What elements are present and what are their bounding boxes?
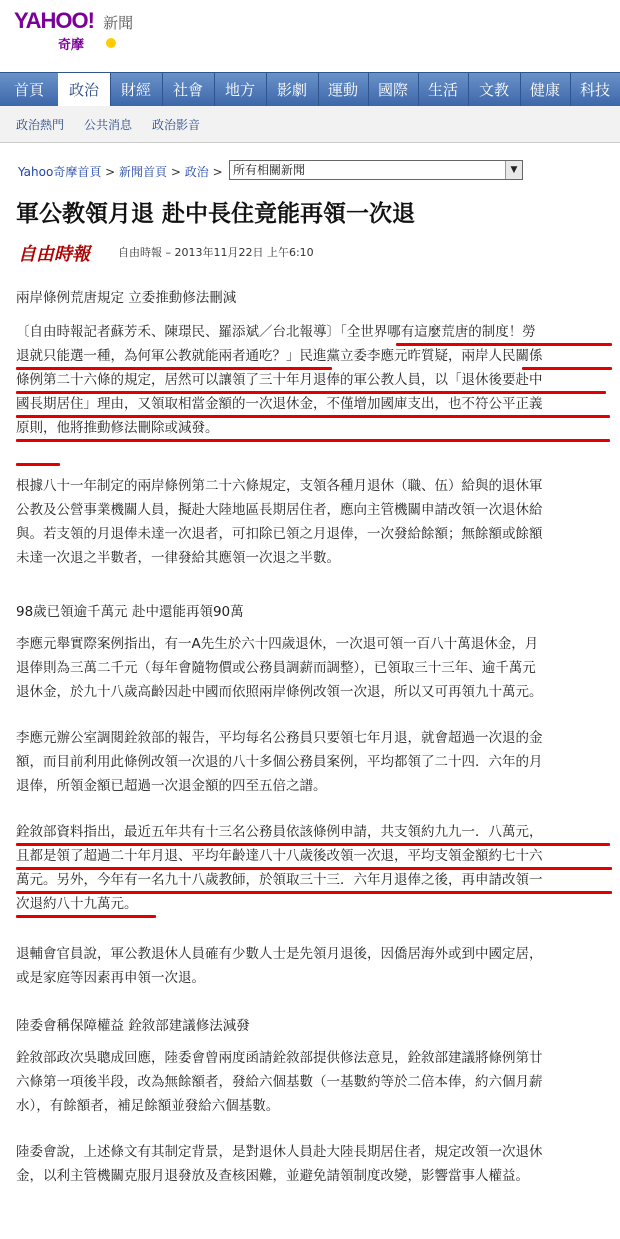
article-line: 陸委會稱保障權益 銓敘部建議修法減發 — [16, 1018, 250, 1034]
highlight-underline — [396, 343, 612, 346]
article-line: 公教及公營事業機關人員，擬赴大陸地區長期居住者，應向主管機關申請改領一次退休給 — [16, 502, 543, 518]
source-logo: 自由時報 — [18, 244, 90, 265]
article-line: 銓敘部資料指出，最近五年共有十三名公務員依該條例申請，共支領約九九一．八萬元， — [16, 824, 543, 840]
article-subheading — [16, 1014, 612, 1038]
tab-8[interactable]: 生活 — [418, 73, 469, 107]
chevron-down-icon: ▼ — [505, 161, 522, 179]
highlight-underline — [522, 367, 612, 370]
highlight-underline — [16, 915, 156, 918]
breadcrumb-politics[interactable]: 政治 — [184, 165, 209, 179]
highlight-underline — [16, 891, 612, 894]
subnav-item-public-news[interactable]: 公共消息 — [84, 118, 133, 132]
article-meta: 自由時報 – 2013年11月22日 上午6:10 — [118, 246, 314, 259]
article-line: 且都是領了超過二十年月退、平均年齡達八十八歲後改領一次退，平均支領金額約七十六 — [16, 848, 543, 864]
article-paragraph — [16, 632, 612, 704]
article-line: 李應元舉實際案例指出，有一A先生於六十四歲退休，一次退可領一百八十萬退休金，月 — [16, 636, 539, 652]
article-paragraph — [16, 474, 612, 570]
breadcrumb — [18, 163, 223, 180]
article-paragraph — [16, 942, 612, 990]
yahoo-logo-sub: 奇摩 — [58, 38, 85, 53]
article-line: 退俸，所領金額已超過一次退金額的四至五倍之譜。 — [16, 778, 327, 794]
article-line: 98歲已領逾千萬元 赴中還能再領90萬 — [16, 604, 244, 620]
article-line: 原則，他將推動修法刪除或減發。 — [16, 420, 219, 436]
yahoo-logo-text: YAHOO! — [14, 8, 94, 33]
article-line: 六條第一項後半段，改為無餘額者，發給六個基數（一基數約等於二倍本俸，約六個月薪 — [16, 1074, 543, 1090]
breadcrumb-news-home[interactable]: 新聞首頁 — [119, 165, 168, 179]
article-line: 萬元。另外，今年有一名九十八歲教師，於領取三十三．六年月退俸之後，再申請改領一 — [16, 872, 543, 888]
article-line: 退休金，於九十八歲高齡因赴中國而依照兩岸條例改領一次退，所以又可再領九十萬元。 — [16, 684, 543, 700]
article-line: 〔自由時報記者蘇芳禾、陳璟民、羅添斌／台北報導〕「全世界哪有這麼荒唐的制度！勞 — [16, 324, 536, 340]
page-title: 軍公教領月退 赴中長住竟能再領一次退 — [16, 201, 416, 227]
related-news-select[interactable] — [229, 160, 523, 180]
breadcrumb-separator: > — [212, 165, 223, 179]
article-line: 李應元辦公室調閱銓敘部的報告，平均每名公務員只要領七年月退，就會超過一次退的金 — [16, 730, 543, 746]
yahoo-logo[interactable] — [14, 8, 214, 56]
article-paragraph — [16, 726, 612, 798]
article-subheading — [16, 286, 612, 310]
smile-icon — [106, 38, 116, 48]
highlight-underline — [16, 463, 60, 466]
article-line: 金，以利主管機關克服月退發放及查核困難，並避免請領制度改變，影響當事人權益。 — [16, 1168, 529, 1184]
highlight-underline — [16, 439, 610, 442]
breadcrumb-separator: > — [170, 165, 181, 179]
highlight-underline — [16, 843, 610, 846]
related-news-select-value: 所有相關新聞 — [233, 163, 306, 177]
article-line: 兩岸條例荒唐規定 立委推動修法刪減 — [16, 290, 237, 306]
highlight-underline — [16, 415, 610, 418]
article-paragraph — [16, 1140, 612, 1188]
article-line: 條例第二十六條的規定，居然可以讓領了三十年月退俸的軍公教人員，以「退休後要赴中 — [16, 372, 543, 388]
article-subheading — [16, 600, 612, 624]
article-line: 退就只能選一種，為何軍公教就能兩者通吃？」民進黨立委李應元昨質疑，兩岸人民關係 — [16, 348, 543, 364]
subnav-item-politics-video[interactable]: 政治影音 — [152, 118, 201, 132]
article-line: 退輔會官員說，軍公教退休人員確有少數人士是先領月退後，因僑居海外或到中國定居， — [16, 946, 543, 962]
subnav-item-politics-hot[interactable]: 政治熱門 — [16, 118, 65, 132]
article-line: 退俸則為三萬二千元（每年會隨物價或公務員調薪而調整），已領取三十三年、逾千萬元 — [16, 660, 536, 676]
tab-0[interactable]: 首頁 — [0, 73, 59, 107]
sub-nav — [0, 106, 620, 143]
article-paragraph — [16, 1046, 612, 1118]
breadcrumb-separator: > — [105, 165, 116, 179]
highlight-underline — [16, 867, 612, 870]
tab-7[interactable]: 國際 — [368, 73, 419, 107]
article-line: 額，而目前利用此條例改領一次退的八十多個公務員案例，平均都領了二十四．六年的月 — [16, 754, 543, 770]
tab-5[interactable]: 影劇 — [266, 73, 319, 107]
article-line: 陸委會說，上述條文有其制定背景，是對退休人員赴大陸長期居住者，規定改領一次退休 — [16, 1144, 543, 1160]
tab-9[interactable]: 文教 — [468, 73, 521, 107]
highlight-underline — [16, 391, 606, 394]
tab-6[interactable]: 運動 — [318, 73, 369, 107]
article-line: 國長期居住」理由，又領取相當金額的一次退休金，不僅增加國庫支出，也不符公平正義 — [16, 396, 543, 412]
article-line: 次退約八十九萬元。 — [16, 896, 138, 912]
article-line: 或是家庭等因素再申領一次退。 — [16, 970, 205, 986]
article-line: 根據八十一年制定的兩岸條例第二十六條規定，支領各種月退休（職、伍）給與的退休軍 — [16, 478, 543, 494]
article-line: 未達一次退之半數者，一律發給其應領一次退之半數。 — [16, 550, 340, 566]
tab-1[interactable]: 政治 — [58, 73, 111, 107]
article-line: 與。若支領的月退俸未達一次退者，可扣除已領之月退俸，一次發給餘額；無餘額或餘額 — [16, 526, 543, 542]
article-paragraph — [16, 320, 612, 440]
main-nav — [0, 72, 620, 107]
tab-4[interactable]: 地方 — [214, 73, 267, 107]
tab-10[interactable]: 健康 — [520, 73, 571, 107]
section-label: 新聞 — [103, 14, 134, 32]
article-line: 水），有餘額者，補足餘額並發給六個基數。 — [16, 1098, 280, 1114]
breadcrumb-yahoo-home[interactable]: Yahoo奇摩首頁 — [18, 165, 102, 179]
tab-11[interactable]: 科技 — [570, 73, 620, 107]
tab-3[interactable]: 社會 — [162, 73, 215, 107]
tab-2[interactable]: 財經 — [110, 73, 163, 107]
article-line: 銓敘部政次吳聰成回應，陸委會曾兩度函請銓敘部提供修法意見，銓敘部建議將條例第廿 — [16, 1050, 543, 1066]
highlight-underline — [16, 367, 332, 370]
